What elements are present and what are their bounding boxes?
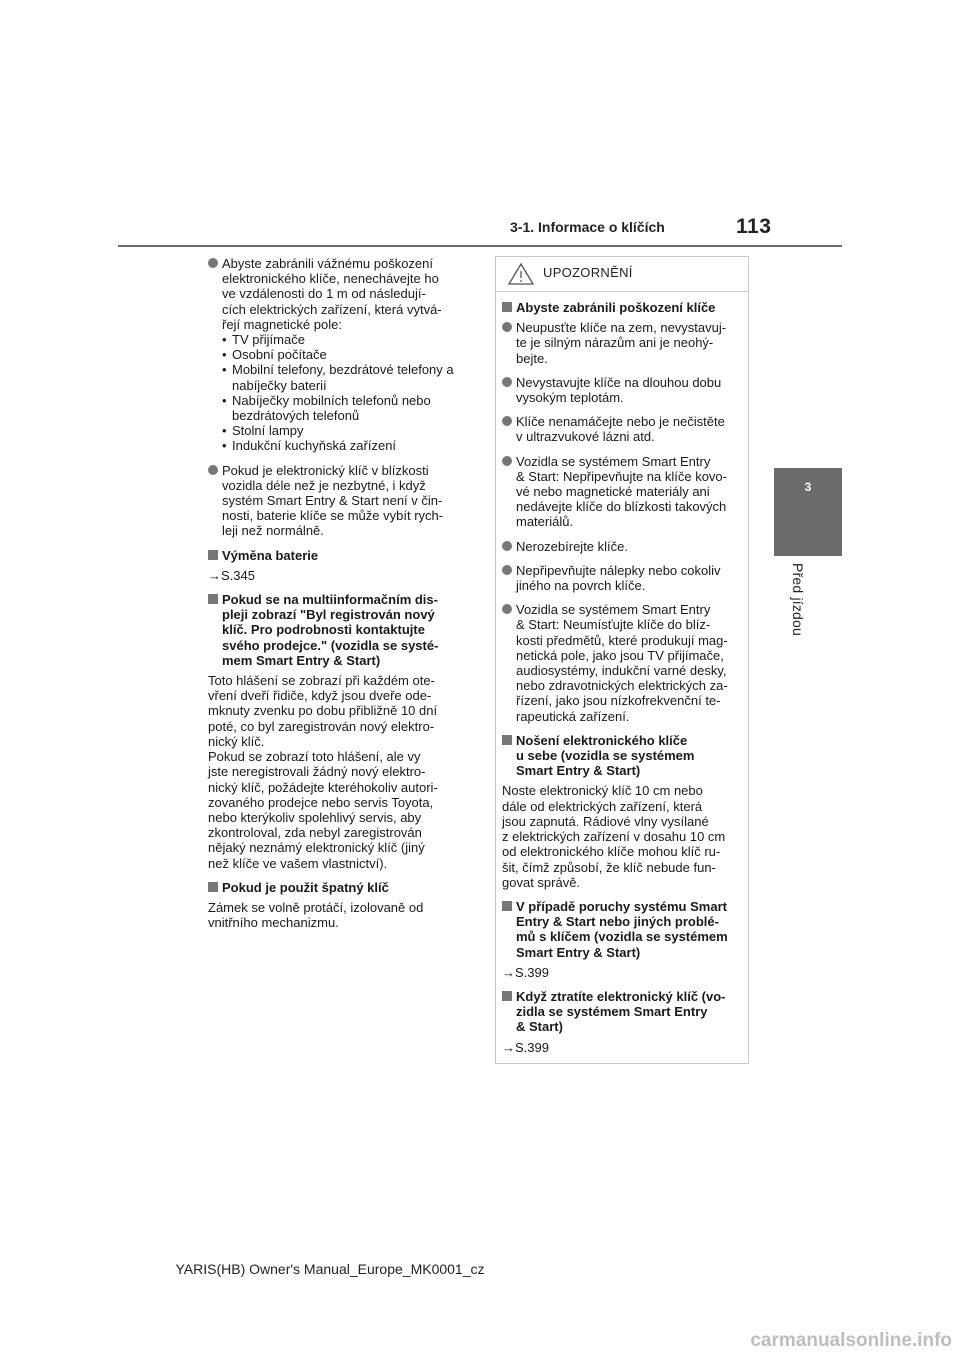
text-line: cích elektrických zařízení, která vytvá-	[222, 301, 442, 317]
text-line: vření dveří řidiče, když jsou dveře ode-	[208, 688, 432, 704]
section-square-icon	[208, 594, 218, 604]
caution-bullet	[502, 454, 742, 530]
bullet-text	[222, 256, 466, 332]
left-column	[208, 256, 466, 939]
text-line: te je silným nárazům ani je neohý-	[516, 335, 714, 351]
page-number: 113	[736, 215, 772, 238]
text-line: kosti předmětů, které produkují mag-	[516, 632, 728, 648]
heading-text: Abyste zabránili poškození klíče	[516, 300, 716, 315]
heading-line: Smart Entry & Start)	[516, 763, 641, 779]
heading-wrong-key	[208, 880, 466, 895]
heading-line: Entry & Start nebo jiných problé-	[516, 914, 719, 930]
text-line: systém Smart Entry & Start není v čin-	[222, 493, 443, 509]
heading-line: svého prodejce." (vozidla se systé-	[222, 637, 439, 653]
right-column	[495, 256, 749, 1064]
device-list	[222, 332, 466, 454]
text-line: Noste elektronický klíč 10 cm nebo	[502, 783, 703, 799]
list-item: • Mobilní telefony, bezdrátové telefony a nabíječky baterií	[222, 362, 466, 392]
caution-box	[495, 256, 749, 1064]
text-line: rapeutická zařízení.	[516, 708, 630, 724]
page-reference[interactable]: →S.399	[502, 1039, 549, 1055]
heading-line: mem Smart Entry & Start)	[222, 652, 381, 668]
chapter-label: Před jízdou	[790, 563, 806, 637]
caution-bullet	[502, 602, 742, 724]
bullet-dot-icon	[208, 465, 218, 475]
bullet-dot-icon	[502, 565, 512, 575]
caution-title: UPOZORNĚNÍ	[543, 265, 633, 280]
text-line: audiosystémy, indukční varné desky,	[516, 663, 727, 679]
bullet-dot-icon	[208, 258, 218, 268]
text-line: Vozidla se systémem Smart Entry	[516, 453, 711, 469]
heading-line: zidla se systémem Smart Entry	[516, 1004, 708, 1020]
heading-line: V případě poruchy systému Smart	[516, 898, 727, 914]
heading-line: u sebe (vozidla se systémem	[516, 748, 695, 764]
heading-line: mů s klíčem (vozidla se systémem	[516, 929, 728, 945]
heading-line: Nošení elektronického klíče	[516, 732, 688, 748]
heading-line: & Start)	[516, 1019, 563, 1035]
paragraph-wrong-key	[208, 900, 466, 930]
section-square-icon	[502, 991, 512, 1001]
text-line: Nepřipevňujte nálepky nebo cokoliv	[516, 562, 721, 578]
text-line: od elektronického klíče mohou klíč ru-	[502, 844, 721, 860]
bullet-dot-icon	[502, 604, 512, 614]
caution-bullet	[502, 414, 742, 444]
bullet-dot-icon	[502, 541, 512, 551]
text-line: Pokud je elektronický klíč v blízkosti	[222, 462, 429, 478]
heading-text: Výměna baterie	[222, 547, 319, 563]
text-line: & Start: Neumísťujte klíče do blíz-	[516, 617, 711, 633]
text-line: dále od elektrických zařízení, která	[502, 798, 703, 814]
section-square-icon	[502, 901, 512, 911]
heading-line: klíč. Pro podrobnosti kontaktujte	[222, 622, 425, 638]
paragraph-new-key	[208, 673, 466, 871]
text-line: nebo zdravotnických elektrických za-	[516, 678, 728, 694]
footer-text: YARIS(HB) Owner's Manual_Europe_MK0001_cz	[175, 1261, 485, 1277]
text-line: řejí magnetické pole:	[222, 316, 342, 332]
text-line: nedávejte klíče do blízkosti takových	[516, 499, 727, 515]
paragraph-carrying-key	[502, 783, 742, 889]
heading-lost-key	[502, 989, 742, 1035]
text-line: vozidla déle než je nezbytné, i když	[222, 477, 426, 493]
text-line: než klíče ve vašem vlastnictví).	[208, 855, 388, 871]
text-line: v ultrazvukové lázni atd.	[516, 429, 655, 445]
list-item: • Stolní lampy	[222, 423, 466, 438]
heading-new-key-message	[208, 592, 466, 668]
text-line: Neupusťte klíče na zem, nevystavuj-	[516, 320, 727, 336]
text-line: Nevystavujte klíče na dlouhou dobu	[516, 374, 722, 390]
heading-text: Pokud je použit špatný klíč	[222, 879, 389, 895]
heading-carrying-key	[502, 733, 742, 779]
section-title: 3-1. Informace o klíčích	[510, 219, 665, 235]
heading-line: Pokud se na multiinformačním dis-	[222, 592, 438, 608]
text-line: Vozidla se systémem Smart Entry	[516, 602, 711, 618]
chapter-number: 3	[804, 480, 812, 494]
text-line: nosti, baterie klíče se může vybít rych-	[222, 508, 444, 524]
bullet-dot-icon	[502, 456, 512, 466]
text-line: zkontroloval, zda nebyl zaregistrován	[208, 825, 422, 841]
bullet-magnetic-field	[208, 256, 466, 454]
caution-bullet	[502, 320, 742, 366]
caution-bullet	[502, 563, 742, 593]
text-line: Abyste zabránili vážnému poškození	[222, 256, 434, 271]
bullet-dot-icon	[502, 416, 512, 426]
text-line: jsou zapnutá. Rádiové vlny vysílané	[502, 813, 709, 829]
section-square-icon	[502, 302, 512, 312]
text-line: Klíče nenamáčejte nebo je nečistěte	[516, 414, 725, 430]
heading-prevent-damage	[502, 300, 742, 315]
section-square-icon	[208, 882, 218, 892]
page-reference[interactable]: →S.345	[208, 567, 255, 583]
text-line: Nerozebírejte klíče.	[516, 538, 628, 554]
text-line: z elektrických zařízení v dosahu 10 cm	[502, 829, 726, 845]
text-line: nický klíč, požádejte kteréhokoliv autori-	[208, 779, 438, 795]
text-line: šit, čímž způsobí, že klíč nebude fun-	[502, 859, 716, 875]
heading-line: pleji zobrazí "Byl registrován nový	[222, 607, 435, 623]
list-item: • Osobní počítače	[222, 347, 466, 362]
text-line: řízení, jako jsou nízkofrekvenční te-	[516, 693, 721, 709]
text-line: bejte.	[516, 350, 548, 366]
text-line: Pokud se zobrazí toto hlášení, ale vy	[208, 749, 421, 765]
bullet-battery-drain	[208, 463, 466, 539]
list-item: • Indukční kuchyňská zařízení	[222, 438, 466, 453]
bullet-dot-icon	[502, 322, 512, 332]
text-line: nický klíč.	[208, 733, 265, 749]
text-line: netická pole, jako jsou TV přijímače,	[516, 647, 724, 663]
text-line: elektronického klíče, nenechávejte ho	[222, 271, 439, 287]
text-line: Zámek se volně protáčí, izolovaně od	[208, 899, 424, 915]
watermark: carmanualsonline.info	[750, 1330, 952, 1351]
text-line: govat správě.	[502, 874, 581, 890]
text-line: vé nebo magnetické materiály ani	[516, 484, 710, 500]
text-line: & Start: Nepřipevňujte na klíče kovo-	[516, 468, 727, 484]
text-line: mknuty zvenku po dobu přibližně 10 dní	[208, 703, 438, 719]
heading-line: Smart Entry & Start)	[516, 944, 641, 960]
text-line: Toto hlášení se zobrazí při každém ote-	[208, 673, 435, 689]
heading-line: Když ztratíte elektronický klíč (vo-	[516, 988, 726, 1004]
text-line: leji než normálně.	[222, 523, 324, 539]
text-line: zovaného prodejce nebo servis Toyota,	[208, 794, 434, 810]
list-item: • TV přijímače	[222, 332, 466, 347]
text-line: nějaký neznámý elektronický klíč (jiný	[208, 840, 425, 856]
page-reference[interactable]: →S.399	[502, 964, 549, 980]
section-square-icon	[502, 735, 512, 745]
heading-malfunction	[502, 899, 742, 960]
caution-bullet	[502, 539, 742, 554]
header-rule	[118, 245, 842, 247]
bullet-dot-icon	[502, 377, 512, 387]
caution-bullet	[502, 375, 742, 405]
heading-battery-replacement	[208, 548, 466, 563]
text-line: vysokým teplotám.	[516, 390, 624, 406]
caution-header	[496, 257, 748, 292]
list-item: • Nabíječky mobilních telefonů nebo bezdrátových telefonů	[222, 393, 466, 423]
text-line: nebo kterýkoliv spolehlivý servis, aby	[208, 809, 422, 825]
section-square-icon	[208, 550, 218, 560]
warning-triangle-icon	[508, 263, 534, 285]
text-line: ve vzdálenosti do 1 m od následují-	[222, 286, 426, 302]
text-line: poté, co byl zaregistrován nový elektro-	[208, 718, 435, 734]
text-line: vnitřního mechanizmu.	[208, 915, 339, 931]
text-line: materiálů.	[516, 514, 574, 530]
text-line: jiného na povrch klíče.	[516, 578, 646, 594]
text-line: jste neregistrovali žádný nový elektro-	[208, 764, 426, 780]
chapter-tab	[774, 468, 842, 556]
